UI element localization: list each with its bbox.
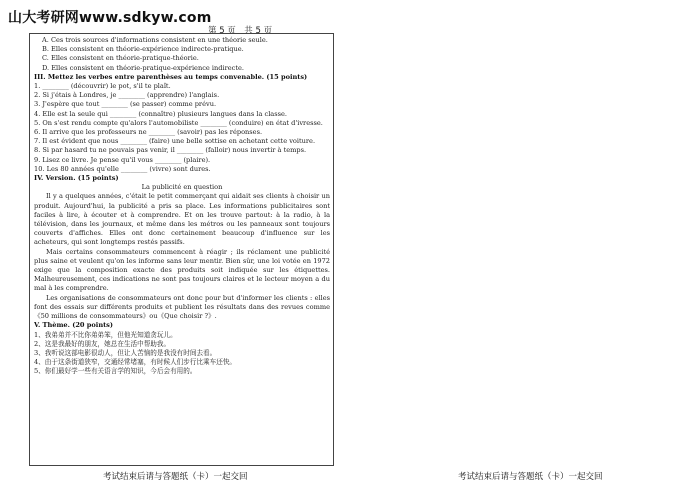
passage-paragraph: Il y a quelques années, c'était le petit commerçant qui aidait ses clients à choisir un produit. Aujourd'hui, la publicité a pris sa place. Les informations publicitaires sont faciles à lire, à écouter et à comprendre. Et on les trouve partout: à la radio, à la télévision, dans les journaux, et même dans les métros ou les panneaux sont toujours couverts d'affiches. Elles ont donc certainement beaucoup d'influence sur les acheteurs, qui sont longtemps restés passifs. — [34, 192, 330, 247]
option-d: D. Elles consistent en théorie-pratique-expérience indirecte. — [42, 63, 244, 72]
option-a: A. Ces trois sources d'informations consistent en une théorie seule. — [42, 36, 268, 44]
site-watermark: 山大考研网www.sdkyw.com — [8, 10, 212, 26]
section-4-title: IV. Version. (15 points) — [34, 174, 119, 183]
section-3-item: 1. ________ (découvrir) le pot, s'il te plaît. — [34, 82, 171, 91]
section-3-item: 7. Il est évident que nous ________ (faire) une belle sottise en achetant cette voiture. — [34, 137, 316, 146]
section-3-item: 5. On s'est rendu compte qu'alors l'automobiliste ________ (conduire) en état d'ivresse. — [34, 118, 323, 127]
section-5-item: 4、由于这条街道狭窄，交通经常堵塞，有时候人们步行比乘车还快。 — [34, 358, 237, 367]
passage-title: La publicité en question — [141, 183, 223, 192]
section-5-item: 1、我弟弟并不比你弟弟笨，但他光知道贪玩儿。 — [34, 330, 177, 339]
section-5-item: 5、你们最好学一些有关语言学的知识，今后会有用的。 — [34, 367, 197, 376]
section-3-item: 3. J'espère que tout ________ (se passer) comme prévu. — [34, 100, 217, 109]
exam-content — [34, 36, 330, 377]
section-3-item: 6. Il arrive que les professeurs ne ________ (savoir) pas les réponses. — [34, 128, 263, 137]
footer-instruction-right: 考试结束后请与答题纸（卡）一起交回 — [458, 472, 603, 482]
section-3-item: 4. Elle est la seule qui ________ (connaître) plusieurs langues dans la classe. — [34, 109, 288, 118]
page-number: 第 5 页 共 5 页 — [208, 26, 273, 36]
section-3-item: 2. Si j'étais à Londres, je ________ (apprendre) l'anglais. — [34, 91, 220, 100]
section-3-title: III. Mettez les verbes entre parenthèses au temps convenable. (15 points) — [34, 72, 308, 81]
footer-instruction-left: 考试结束后请与答题纸（卡）一起交回 — [103, 472, 248, 482]
section-5-item: 2、这是我最好的朋友，她总在生活中帮助我。 — [34, 339, 171, 348]
passage-paragraph: Mais certains consommateurs commencent à réagir ; ils réclament une publicité plus saine et veulent qu'on les informe sans leur mentir. Bien sûr, une loi votée en 1972 exige que la composition exacte des produits soit indiquée sur les étiquettes. Malheureusement, ces indications ne sont pas toujours claires et le lecteur moyen a du mal à les comprendre. — [34, 247, 330, 293]
option-c: C. Elles consistent en théorie-pratique-théorie. — [42, 54, 199, 63]
passage-paragraph: Les organisations de consommateurs ont donc pour but d'informer les clients : elles font des essais sur différents produits et publient les résultats dans des revues comme《50 millions de consommateurs》ou《Que choisir ?》. — [34, 293, 330, 321]
section-3-item: 8. Si par hasard tu ne pouvais pas venir, il ________ (falloir) nous invertir à temps. — [34, 146, 307, 155]
section-5-title: V. Thème. (20 points) — [34, 321, 113, 330]
section-3-item: 10. Les 80 années qu'elle ________ (vivre) sont dures. — [34, 164, 211, 173]
section-5-item: 3、我听说这部电影很动人，但让人苦恼的是我没有时间去看。 — [34, 348, 217, 357]
option-b: B. Elles consistent en théorie-expérience indirecte-pratique. — [42, 45, 244, 54]
section-3-item: 9. Lisez ce livre. Je pense qu'il vous ________ (plaire). — [34, 155, 211, 164]
